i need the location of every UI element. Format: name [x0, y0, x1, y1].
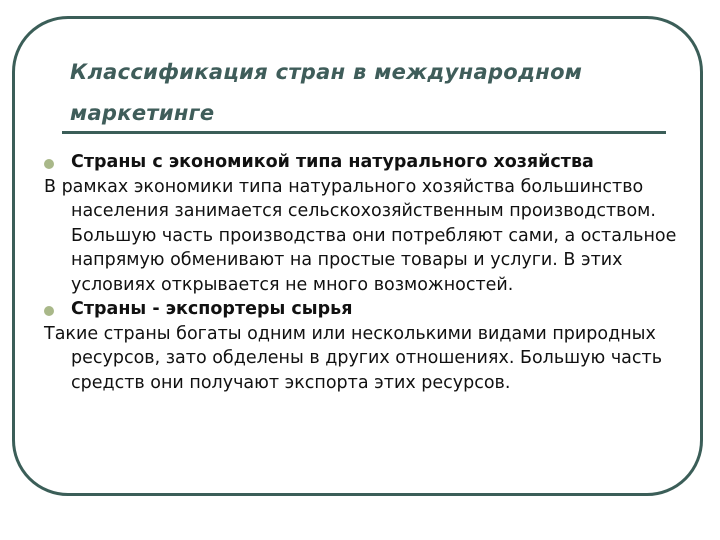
- bullet-dot-icon: [44, 159, 54, 169]
- bullet-dot-icon: [44, 306, 54, 316]
- slide-title-line-2: маркетинге: [70, 101, 215, 125]
- slide-body: [44, 150, 694, 395]
- section-paragraph: В рамках экономики типа натурального хозяйства большинство населения занимается сельскохозяйственным производством. Большую часть производства они потребляют сами, а остальное напрямую обменивают на простые товары и услуги. В этих условиях открывается не много возможностей.: [44, 176, 677, 295]
- title-underline: [62, 131, 666, 134]
- section-heading: [44, 150, 694, 175]
- slide-title-line-1: Классификация стран в международном: [70, 60, 583, 84]
- section-heading: [44, 297, 694, 322]
- section-heading-text: Страны с экономикой типа натурального хозяйства: [71, 152, 594, 172]
- section-heading-text: Страны - экспортеры сырья: [71, 299, 353, 319]
- section-paragraph: Такие страны богаты одним или несколькими видами природных ресурсов, зато обделены в других отношениях. Большую часть средств они получают экспорта этих ресурсов.: [44, 323, 663, 393]
